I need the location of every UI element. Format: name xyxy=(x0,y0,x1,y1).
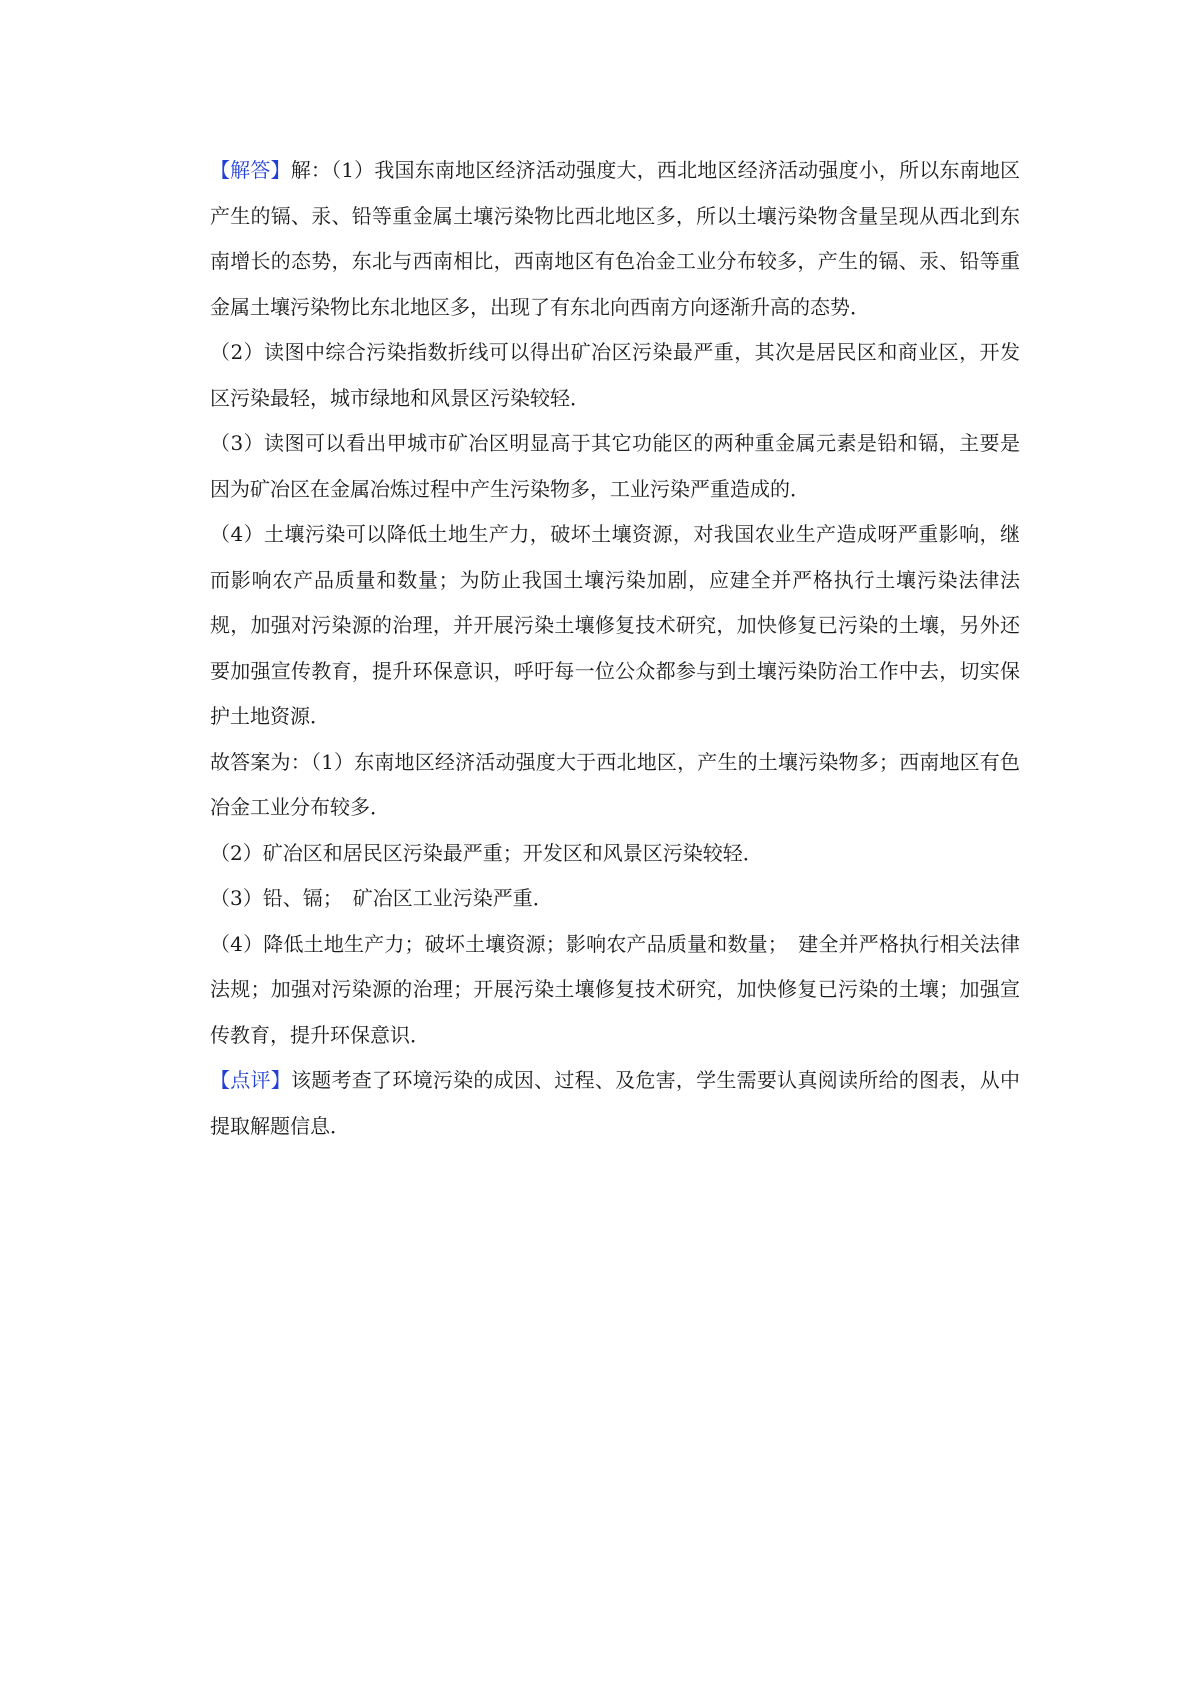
answer-paragraph-2: （2）读图中综合污染指数折线可以得出矿冶区污染最严重，其次是居民区和商业区，开发区污染最轻，城市绿地和风景区污染较轻． xyxy=(210,340,1020,410)
answer-paragraph-4: （4）土壤污染可以降低土地生产力，破坏土壤资源，对我国农业生产造成呀严重影响，继而影响农产品质量和数量；为防止我国土壤污染加剧，应建全并严格执行土壤污染法律法规，加强对污染源的治理，并开展污染土壤修复技术研究，加快修复已污染的土壤，另外还要加强宣传教育，提升环保意识，呼吁每一位公众都参与到土壤污染防治工作中去，切实保护土地资源． xyxy=(210,522,1020,728)
answer-tag: 【解答】 xyxy=(210,158,291,182)
final-answer-paragraph-1: 故答案为：（1）东南地区经济活动强度大于西北地区，产生的土壤污染物多；西南地区有色冶金工业分布较多． xyxy=(210,749,1020,819)
comment-tag: 【点评】 xyxy=(210,1068,292,1092)
document-content xyxy=(210,148,1020,1149)
final-answer-paragraph-2: （2）矿冶区和居民区污染最严重；开发区和风景区污染较轻． xyxy=(210,840,763,865)
final-answer-paragraph-3: （3）铅、镉； 矿冶区工业污染严重． xyxy=(210,886,553,910)
comment-text: 该题考查了环境污染的成因、过程、及危害，学生需要认真阅读所给的图表，从中提取解题信息． xyxy=(210,1068,1021,1138)
comment-paragraph xyxy=(210,1058,1020,1149)
answer-paragraph-1 xyxy=(210,148,1020,330)
final-answer-paragraph-4: （4）降低土地生产力；破坏土壤资源；影响农产品质量和数量； 建全并严格执行相关法律法规；加强对污染源的治理；开展污染土壤修复技术研究，加快修复已污染的土壤；加强宣传教育，提升环保意识． xyxy=(210,931,1020,1047)
answer-text-1: 解：（1）我国东南地区经济活动强度大，西北地区经济活动强度小，所以东南地区产生的镉、汞、铅等重金属土壤污染物比西北地区多，所以土壤污染物含量呈现从西北到东南增长的态势，东北与西南相比，西南地区有色冶金工业分布较多，产生的镉、汞、铅等重金属土壤污染物比东北地区多，出现了有东北向西南方向逐渐升高的态势． xyxy=(210,158,1020,319)
answer-paragraph-3: （3）读图可以看出甲城市矿冶区明显高于其它功能区的两种重金属元素是铅和镉，主要是因为矿冶区在金属冶炼过程中产生污染物多，工业污染严重造成的． xyxy=(210,431,1020,501)
